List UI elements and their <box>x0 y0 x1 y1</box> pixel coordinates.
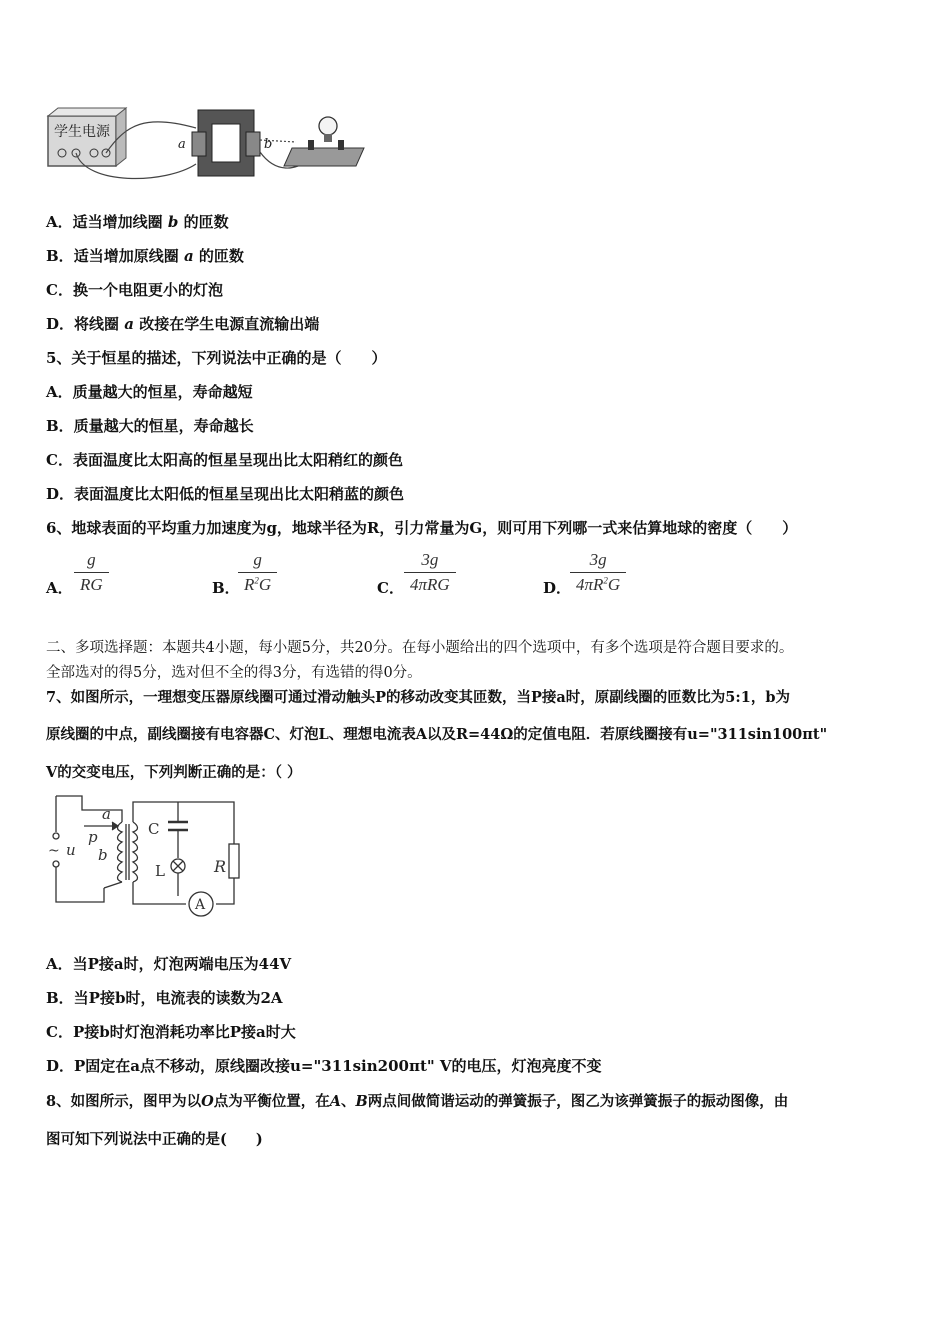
q5-option-c: C．表面温度比太阳高的恒星呈现出比太阳稍红的颜色 <box>46 451 403 469</box>
q6-option-d-fraction: 3g $4\pi R^2G$ <box>570 550 626 595</box>
q7-option-b: B．当P接b时，电流表的读数为2A <box>46 989 283 1007</box>
circuit-label-C: C <box>148 820 160 838</box>
q8-line1: 8、如图所示，图甲为以O点为平衡位置，在A、B两点间做简谐运动的弹簧振子，图乙为该弹簧振子的振动图像，由 <box>46 1093 789 1110</box>
q5-option-b: B．质量越大的恒星，寿命越长 <box>46 417 254 435</box>
coil-a-label: a <box>178 137 186 152</box>
section2-line2: 全部选对的得5分，选对但不全的得3分，有选错的得0分。 <box>46 665 422 681</box>
q4-option-c: C．换一个电阻更小的灯泡 <box>46 281 223 299</box>
q7-option-d: D．P固定在a点不移动，原线圈改接u="311sin200πt" V的电压，灯泡亮度不变 <box>46 1057 602 1075</box>
q7-line3: V的交变电压，下列判断正确的是：（ ） <box>46 764 302 781</box>
coil-b-label: b <box>264 137 273 152</box>
q7-option-c: C．P接b时灯泡消耗功率比P接a时大 <box>46 1023 296 1041</box>
circuit-label-u: u <box>66 841 76 859</box>
q6-option-c-label: C． <box>377 579 404 597</box>
ammeter-label: A <box>195 897 206 913</box>
transformer-apparatus-figure <box>46 104 371 190</box>
q5-option-d: D．表面温度比太阳低的恒星呈现出比太阳稍蓝的颜色 <box>46 485 405 503</box>
power-supply-label: 学生电源 <box>54 124 110 140</box>
q7-option-a: A．当P接a时，灯泡两端电压为44V <box>46 955 292 973</box>
q7-circuit-diagram <box>44 792 244 922</box>
q6-option-b-label: B． <box>212 579 240 597</box>
circuit-label-a: a <box>102 805 111 823</box>
q5-stem: 5、关于恒星的描述，下列说法中正确的是（ ） <box>46 349 387 367</box>
bulb-icon <box>319 117 337 135</box>
circuit-label-p: p <box>88 828 98 846</box>
q8-line2: 图可知下列说法中正确的是( ) <box>46 1131 263 1148</box>
q7-line2: 原线圈的中点，副线圈接有电容器C、灯泡L、理想电流表A以及R=44Ω的定值电阻．若原线圈接有u="311sin100πt" <box>46 726 828 743</box>
q4-option-b: B．适当增加原线圈 a 的匝数 <box>46 247 244 265</box>
q6-stem: 6、地球表面的平均重力加速度为g，地球半径为R，引力常量为G，则可用下列哪一式来估算地球的密度（ ） <box>46 519 798 537</box>
q6-option-c-fraction: 3g 4πRG <box>404 550 456 595</box>
lamp-base <box>284 148 364 166</box>
q6-option-d-label: D． <box>543 579 572 597</box>
q6-option-b-fraction: g $R^2G$ <box>238 550 277 595</box>
circuit-label-R: R <box>214 857 227 876</box>
q6-option-a-fraction: g RG <box>74 550 109 595</box>
q6-option-a-label: A． <box>46 579 73 597</box>
q7-line1: 7、如图所示，一理想变压器原线圈可通过滑动触头P的移动改变其匝数，当P接a时，原副线圈的匝数比为5:1，b为 <box>46 689 790 706</box>
q5-option-a: A．质量越大的恒星，寿命越短 <box>46 383 253 401</box>
section2-line1: 二、多项选择题：本题共4小题，每小题5分，共20分。在每小题给出的四个选项中，有多个选项是符合题目要求的。 <box>46 640 794 656</box>
circuit-label-tilde: ~ <box>48 843 60 859</box>
q4-option-a: A．适当增加线圈 b 的匝数 <box>46 213 229 231</box>
circuit-label-L: L <box>155 862 165 880</box>
circuit-label-b: b <box>98 846 108 864</box>
q4-option-d: D．将线圈 a 改接在学生电源直流输出端 <box>46 315 320 333</box>
